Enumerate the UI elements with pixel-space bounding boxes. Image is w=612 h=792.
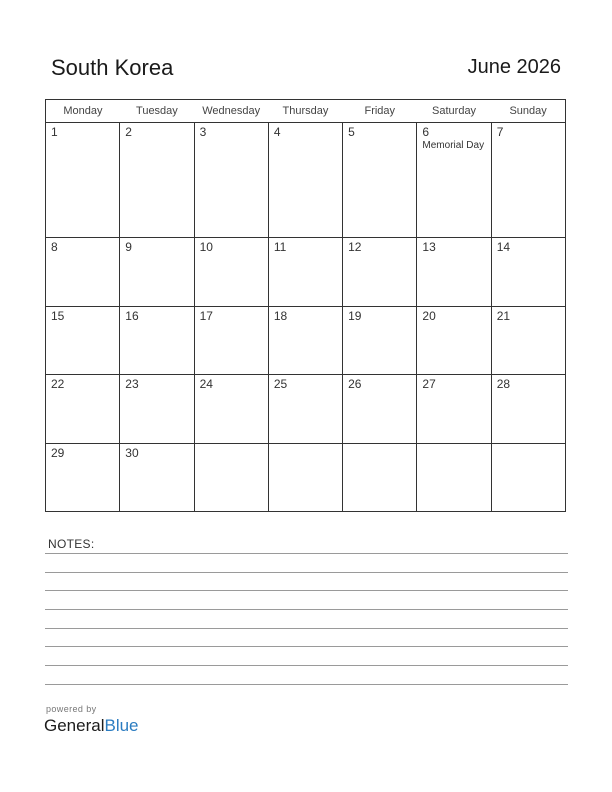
day-cell [417, 306, 491, 374]
day-number: 6 [422, 125, 430, 139]
day-cell [46, 306, 120, 374]
country-title: South Korea [51, 55, 174, 80]
day-cell [46, 443, 120, 511]
weekday-wednesday: Wednesday [194, 100, 268, 123]
day-cell [268, 306, 342, 374]
day-cell [343, 123, 417, 238]
weekday-tuesday: Tuesday [120, 100, 194, 123]
day-number: 3 [199, 125, 207, 139]
day-number: 20 [422, 308, 436, 323]
day-cell [194, 443, 268, 511]
week-row [46, 238, 566, 306]
day-number: 26 [348, 377, 362, 392]
day-cell [268, 238, 342, 306]
day-number: 10 [199, 240, 213, 255]
day-cell [194, 375, 268, 443]
week-row [46, 123, 566, 238]
notes-label: NOTES: [48, 537, 95, 551]
day-cell [268, 443, 342, 511]
day-cell [417, 238, 491, 306]
day-cell [46, 238, 120, 306]
day-number: 11 [273, 240, 287, 255]
weekday-header-row [46, 100, 566, 123]
day-cell [491, 123, 565, 238]
day-number: 23 [125, 377, 139, 392]
week-row [46, 306, 566, 374]
day-number: 19 [348, 308, 362, 323]
day-number: 2 [125, 125, 132, 139]
day-cell [268, 375, 342, 443]
day-cell [46, 123, 120, 238]
day-number: 9 [125, 240, 132, 255]
day-number: 24 [199, 377, 213, 392]
calendar-grid [45, 99, 566, 512]
day-cell [120, 443, 194, 511]
day-number: 1 [51, 125, 58, 139]
day-number: 29 [51, 445, 65, 460]
day-number: 16 [125, 308, 139, 323]
day-cell [268, 123, 342, 238]
day-number: 12 [348, 240, 362, 255]
note-line [45, 646, 568, 647]
note-line [45, 609, 568, 610]
day-number: 4 [273, 125, 281, 139]
day-cell [120, 306, 194, 374]
day-cell [417, 375, 491, 443]
holiday-label: Memorial Day [422, 140, 485, 151]
logo-general-text: General [44, 716, 105, 735]
day-cell [194, 123, 268, 238]
note-line [45, 665, 568, 666]
day-number: 25 [273, 377, 288, 392]
weekday-sunday: Sunday [491, 100, 565, 123]
day-number: 17 [199, 308, 213, 323]
note-line [45, 572, 568, 573]
week-row [46, 443, 566, 511]
day-number: 21 [496, 308, 511, 323]
day-number: 27 [422, 377, 436, 392]
day-cell [343, 443, 417, 511]
day-cell [417, 123, 491, 238]
day-number: 8 [51, 240, 58, 255]
weekday-thursday: Thursday [268, 100, 342, 123]
note-line [45, 628, 568, 629]
weekday-friday: Friday [343, 100, 417, 123]
day-number: 18 [273, 308, 288, 323]
day-number: 30 [125, 445, 139, 460]
day-cell [194, 306, 268, 374]
note-line [45, 590, 568, 591]
day-cell [194, 238, 268, 306]
day-number: 15 [51, 308, 65, 323]
weekday-saturday: Saturday [417, 100, 491, 123]
day-cell [343, 306, 417, 374]
weekday-monday: Monday [46, 100, 120, 123]
day-number: 7 [496, 125, 504, 139]
day-cell [120, 375, 194, 443]
day-number: 5 [348, 125, 355, 139]
day-number: 22 [51, 377, 65, 392]
day-cell [491, 443, 565, 511]
day-cell [343, 375, 417, 443]
day-cell [491, 238, 565, 306]
day-number: 13 [422, 240, 436, 255]
note-line [45, 684, 568, 685]
note-line [45, 553, 568, 554]
day-cell [343, 238, 417, 306]
month-year-title: June 2026 [467, 56, 561, 78]
day-cell [46, 375, 120, 443]
day-cell [120, 238, 194, 306]
day-number: 14 [496, 240, 511, 255]
week-row [46, 375, 566, 443]
generalblue-logo [44, 716, 139, 736]
day-cell [491, 306, 565, 374]
day-cell [491, 375, 565, 443]
day-number: 28 [496, 377, 511, 392]
logo-blue-text: Blue [104, 716, 139, 735]
day-cell [120, 123, 194, 238]
powered-by-text: powered by [46, 704, 97, 714]
day-cell [417, 443, 491, 511]
